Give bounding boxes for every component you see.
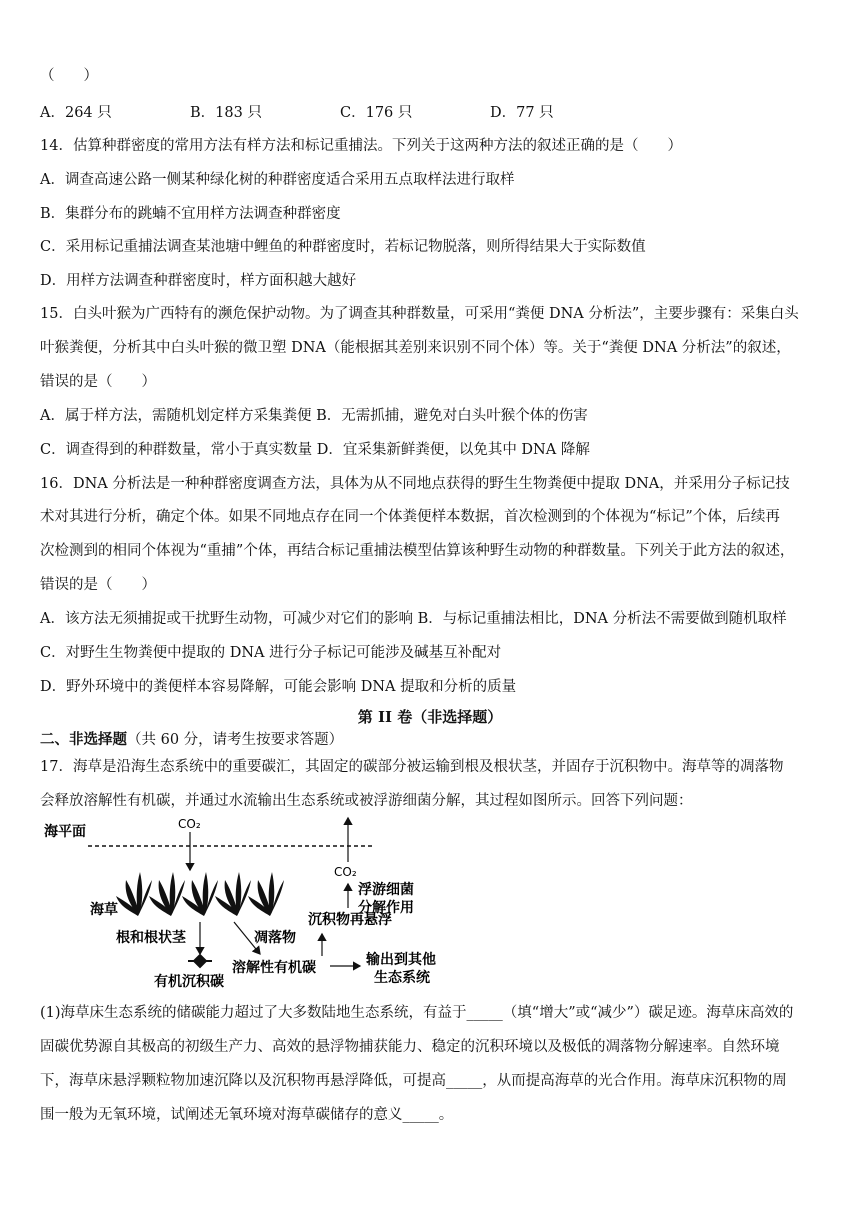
seagrass-plant-icon	[116, 872, 152, 916]
q15-stem-line1: 15．白头叶猴为广西特有的濒危保护动物。为了调查其种群数量，可采用“粪便 DNA 分析法”，主要步骤有：采集白头	[40, 306, 799, 322]
q17-1-line1: (1)海草床生态系统的储碳能力超过了大多数陆地生态系统，有益于_____（填“增大”或“减少”）碳足迹。海草床高效的	[40, 1005, 794, 1021]
q14-option-a: A．调查高速公路一侧某种绿化树的种群密度适合采用五点取样法进行取样	[40, 172, 515, 188]
q17-stem-line1: 17．海草是沿海生态系统中的重要碳汇，其固定的碳部分被运输到根及根状茎，并固存于沉积物中。海草等的凋落物	[40, 759, 784, 775]
sea-level-label: 海平面	[44, 824, 86, 840]
q16-options-ab: A．该方法无须捕捉或干扰野生动物，可减少对它们的影响 B．与标记重捕法相比，DNA 分析法不需要做到随机取样	[40, 611, 787, 627]
q14-option-b: B．集群分布的跳蝻不宜用样方法调查种群密度	[40, 206, 341, 222]
organic-sediment-carbon-label: 有机沉积碳	[154, 974, 224, 990]
q14-stem: 14．估算种群密度的常用方法有样方法和标记重捕法。下列关于这两种方法的叙述正确的是（ ）	[40, 138, 682, 154]
q17-stem-line2: 会释放溶解性有机碳，并通过水流输出生态系统或被浮游细菌分解，其过程如图所示。回答下列问题：	[40, 793, 693, 809]
q13-option-b: B．183 只	[190, 105, 262, 121]
q13-option-a: A．264 只	[40, 105, 112, 121]
seagrass-carbon-diagram	[38, 814, 458, 999]
q17-1-line3: 下，海草床悬浮颗粒物加速沉降以及沉积物再悬浮降低，可提高_____，从而提高海草的光合作用。海草床沉积物的周	[40, 1073, 787, 1089]
q13-options	[40, 103, 820, 123]
q16-option-d: D．野外环境中的粪便样本容易降解，可能会影响 DNA 提取和分析的质量	[40, 679, 517, 695]
roots-label: 根和根状茎	[116, 930, 186, 946]
q16-option-c: C．对野生生物粪便中提取的 DNA 进行分子标记可能涉及碱基互补配对	[40, 645, 502, 661]
seagrass-plant-icon	[215, 872, 251, 916]
q15-options-ab: A．属于样方法，需随机划定样方采集粪便 B．无需抓捕，避免对白头叶猴个体的伤害	[40, 408, 588, 424]
q15-stem-line3: 错误的是（ ）	[40, 374, 156, 390]
bacteria-label-line1: 浮游细菌	[358, 882, 414, 898]
q14-option-d: D．用样方法调查种群密度时，样方面积越大越好	[40, 273, 357, 289]
q15-options-cd: C．调查得到的种群数量，常小于真实数量 D．宜采集新鲜粪便，以免其中 DNA 降解	[40, 442, 590, 458]
q14-option-c: C．采用标记重捕法调查某池塘中鲤鱼的种群密度时，若标记物脱落，则所得结果大于实际数值	[40, 239, 646, 255]
section-2-subtitle	[40, 730, 820, 750]
q16-stem-line3: 次检测到的相同个体视为“重捕”个体，再结合标记重捕法模型估算该种野生动物的种群数量。下列关于此方法的叙述，	[40, 543, 795, 559]
litter-label: 凋落物	[254, 930, 296, 946]
q16-stem-line2: 术对其进行分析，确定个体。如果不同地点存在同一个体粪便样本数据，首次检测到的个体视为“标记”个体，后续再	[40, 509, 780, 525]
co2-top-label: CO₂	[178, 817, 201, 831]
co2-right-label: CO₂	[334, 865, 357, 879]
q16-stem-line4: 错误的是（ ）	[40, 577, 156, 593]
section-2-note: （共 60 分，请考生按要求答题）	[127, 732, 344, 748]
q16-stem-line1: 16．DNA 分析法是一种种群密度调查方法，具体为从不同地点获得的野生生物粪便中提取 DNA，并采用分子标记技	[40, 476, 790, 492]
sediment-carbon-icon	[188, 955, 212, 967]
seagrass-plant-icon	[182, 872, 218, 916]
section-2-title: 第 II 卷（非选择题）	[357, 708, 503, 726]
sediment-resuspension-label: 沉积物再悬浮	[308, 912, 392, 928]
seagrass-label: 海草	[90, 902, 118, 918]
q17-1-line2: 固碳优势源自其极高的初级生产力、高效的悬浮物捕获能力、稳定的沉积环境以及极低的凋落物分解速率。自然环境	[40, 1039, 780, 1055]
q13-bracket: （ ）	[40, 68, 98, 84]
q13-option-c: C．176 只	[340, 105, 413, 121]
section-2-label: 二、非选择题	[40, 731, 127, 748]
seagrass-plant-icon	[248, 872, 284, 916]
export-label-line2: 生态系统	[374, 970, 430, 986]
q17-1-line4: 围一般为无氧环境，试阐述无氧环境对海草碳储存的意义_____。	[40, 1107, 454, 1123]
q13-option-d: D．77 只	[490, 105, 554, 121]
seagrass-plant-icon	[149, 872, 185, 916]
dissolved-organic-carbon-label: 溶解性有机碳	[232, 960, 316, 976]
bacteria-label-line2: 分解作用	[358, 900, 414, 916]
export-label-line1: 输出到其他	[366, 952, 436, 968]
q15-stem-line2: 叶猴粪便，分析其中白头叶猴的微卫塑 DNA（能根据其差别来识别不同个体）等。关于“粪便 DNA 分析法”的叙述，	[40, 340, 791, 356]
seagrass-plants	[116, 872, 284, 916]
